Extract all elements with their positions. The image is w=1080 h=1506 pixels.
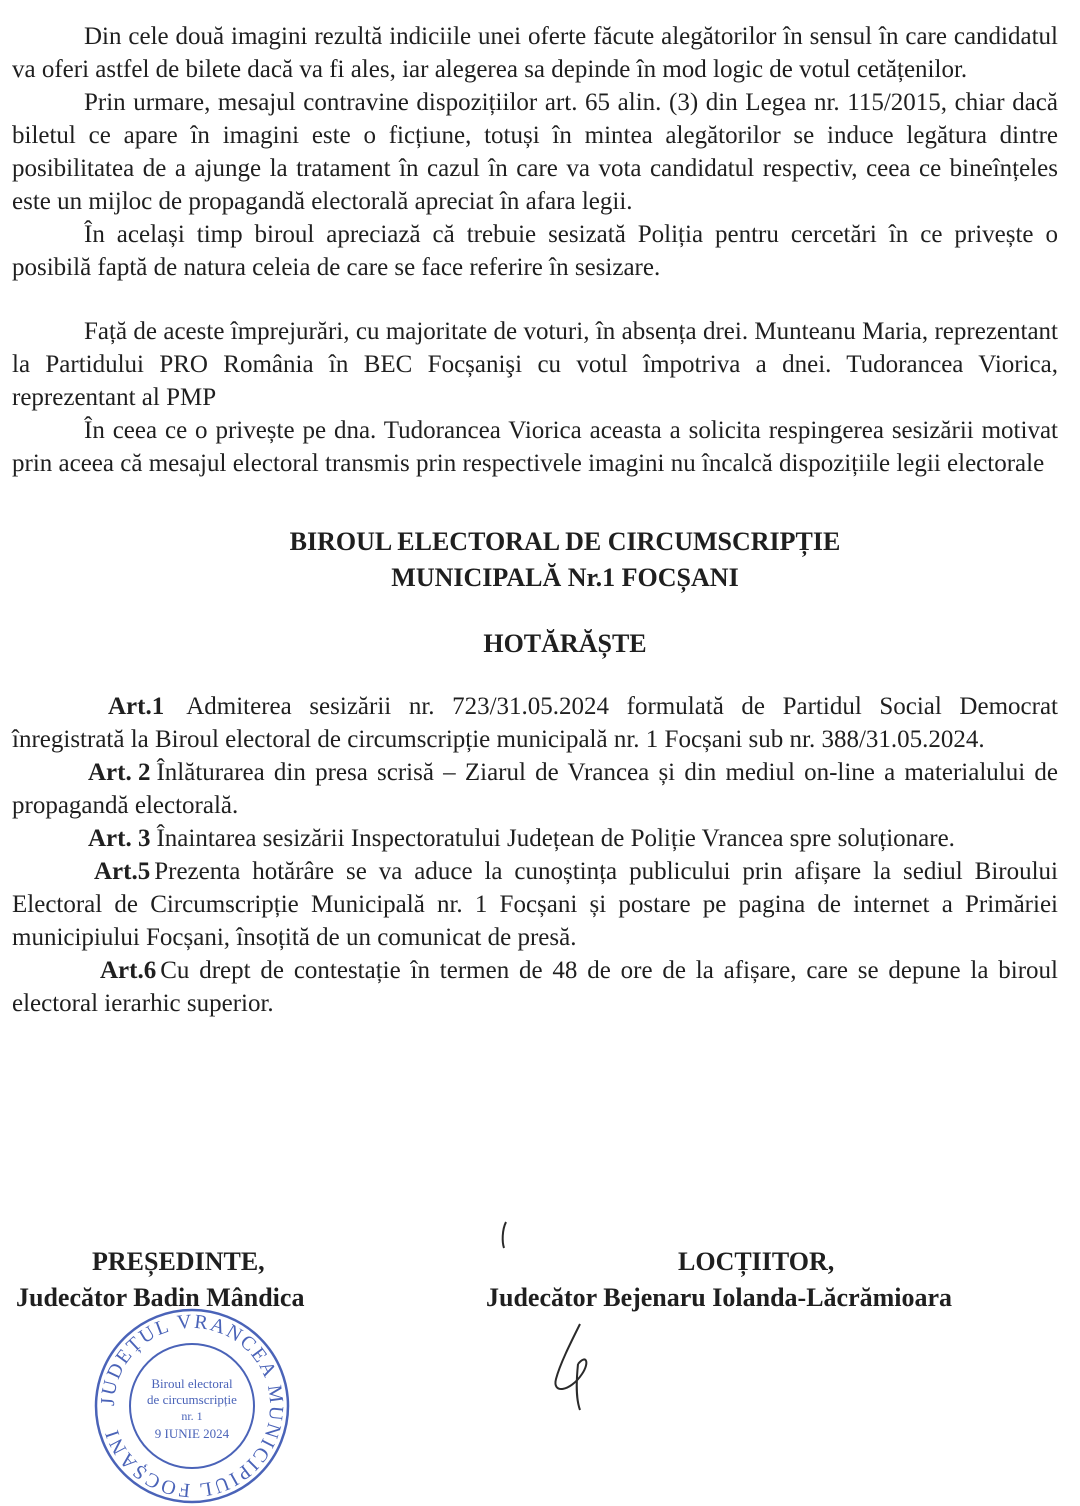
article-3	[12, 822, 1058, 855]
institution-line-1: BIROUL ELECTORAL DE CIRCUMSCRIPȚIE	[289, 527, 841, 556]
article-5-label: Art.5	[94, 858, 151, 885]
deputy-name: Judecător Bejenaru Iolanda-Lăcrămioara	[486, 1283, 953, 1312]
article-1-text: Admiterea sesizării nr. 723/31.05.2024 formulată de Partidul Social Democrat înregistrată la Biroul electoral de circumscripție municipală nr. 1 Focșani sub nr. 388/31.05.2024.	[12, 693, 1058, 753]
decision-heading: HOTĂRĂȘTE	[483, 629, 647, 658]
paragraph-respingere: În ceea ce o privește pe dna. Tudorancea Viorica aceasta a solicita respingerea sesizării motivat prin aceea că mesajul electoral transmis prin respectivele imagini nu încalcă dispozițiile legii electorale	[12, 417, 1058, 477]
stamp-inner-line-3: nr. 1	[181, 1409, 203, 1423]
president-name: Judecător Badin Mândica	[16, 1283, 305, 1312]
official-stamp-icon	[92, 1306, 292, 1506]
article-6-text: Cu drept de contestație în termen de 48 de ore de la afișare, care se depune la biroul electoral ierarhic superior.	[12, 957, 1058, 1017]
stamp-inner-line-1: Biroul electoral	[151, 1376, 233, 1391]
article-6-label: Art.6	[100, 957, 157, 984]
article-5-text: Prezenta hotărâre se va aduce la cunoștința publicului prin afișare la sediul Biroului Electoral de Circumscripție Municipală nr. 1 Focșani și postare pe pagina de internet a Primăriei municipiului Focșani, însoțită de un comunicat de presă.	[12, 858, 1058, 951]
article-5	[12, 855, 1058, 954]
paragraph-vot: Față de aceste împrejurări, cu majoritate de voturi, în absența drei. Munteanu Maria, reprezentant la Partidului PRO România în BEC Focșanişi cu votul împotriva a dnei. Tudorancea Viorica, reprezentant al PMP	[12, 318, 1058, 411]
stamp-ring-text: JUDEȚUL VRANCEA MUNICIPIUL FOCȘANI	[96, 1310, 288, 1502]
paragraph-indicii: Din cele două imagini rezultă indiciile unei oferte făcute alegătorilor în sensul în care candidatul va oferi astfel de bilete dacă va fi ales, iar alegerea sa depinde în mod logic de votul cetățenilor.	[12, 23, 1058, 83]
article-1	[12, 690, 1058, 756]
institution-line-2: MUNICIPALĂ Nr.1 FOCȘANI	[391, 563, 739, 592]
stamp-inner-date: 9 IUNIE 2024	[154, 1426, 230, 1441]
document-page	[12, 20, 1058, 1020]
president-role: PREȘEDINTE,	[92, 1247, 265, 1276]
article-2-label: Art. 2	[88, 759, 151, 786]
handwritten-signature-icon	[490, 1214, 620, 1414]
institution-title	[72, 524, 1058, 596]
stamp-inner-line-2: de circumscripție	[147, 1392, 237, 1407]
deputy-role: LOCȚIITOR,	[678, 1247, 835, 1276]
paragraph-politia: În același timp biroul apreciază că trebuie sesizată Poliția pentru cercetări în ce privește o posibilă faptă de natura celeia de care se face referire în sesizare.	[12, 221, 1058, 281]
paragraph-contravine: Prin urmare, mesajul contravine dispozițiilor art. 65 alin. (3) din Legea nr. 115/2015, chiar dacă biletul ce apare în imagini este o ficțiune, totuși în mintea alegătorilor se induce legătura dintre posibilitatea de a ajunge la tratament în cazul în care va vota candidatul respectiv, ceea ce bineînțeles este un mijloc de propagandă electorală apreciat în afara legii.	[12, 89, 1058, 215]
article-1-label: Art.1	[108, 693, 165, 720]
article-6	[12, 954, 1058, 1020]
article-2-text: Înlăturarea din presa scrisă – Ziarul de Vrancea și din mediul on-line a materialului de propagandă electorală.	[12, 759, 1058, 819]
article-2	[12, 756, 1058, 822]
signature-block	[0, 1244, 1080, 1502]
article-3-text: Înaintarea sesizării Inspectoratului Județean de Poliție Vrancea spre soluționare.	[156, 825, 955, 852]
article-3-label: Art. 3	[88, 825, 151, 852]
